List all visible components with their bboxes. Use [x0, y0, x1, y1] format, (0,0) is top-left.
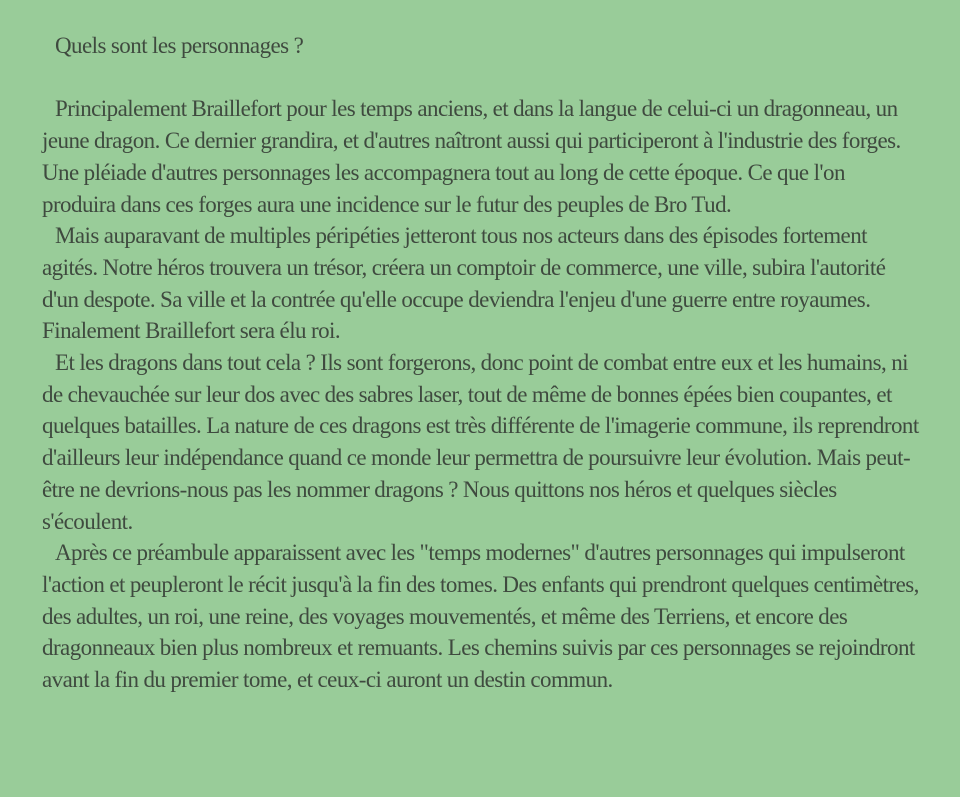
section-question: Quels sont les personnages ?: [55, 33, 304, 58]
paragraph-intro: Principalement Braillefort pour les temps anciens, et dans la langue de celui-ci un dragonneau, un jeune dragon. Ce dernier grandira, et d'autres naîtront aussi qui participeront à l'industrie des forges. Une pléiade d'autres personnages les accompagnera tout au long de cette époque. Ce que l'on produira dans ces forges aura une incidence sur le futur des peuples de Bro Tud.: [42, 96, 901, 217]
paragraph-dragons: Et les dragons dans tout cela ? Ils sont forgerons, donc point de combat entre eux et les humains, ni de chevauchée sur leur dos avec des sabres laser, tout de même de bonnes épées bien coupantes, et quelques batailles. La nature de ces dragons est très différente de l'imagerie commune, ils reprendront d'ailleurs leur indépendance quand ce monde leur permettra de poursuivre leur évolution. Mais peut-être ne devrions-nous pas les nommer dragons ? Nous quittons nos héros et quelques siècles s'écoulent.: [42, 350, 919, 534]
paragraph-modern-times: Après ce préambule apparaissent avec les "temps modernes" d'autres personnages qui impulseront l'action et peupleront le récit jusqu'à la fin des tomes. Des enfants qui prendront quelques centimètres, des adultes, un roi, une reine, des voyages mouvementés, et même des Terriens, et encore des dragonneaux bien plus nombreux et remuants. Les chemins suivis par ces personnages se rejoindront avant la fin du premier tome, et ceux-ci auront un destin commun.: [42, 540, 919, 693]
paragraph-adventures: Mais auparavant de multiples péripéties jetteront tous nos acteurs dans des épisodes fortement agités. Notre héros trouvera un trésor, créera un comptoir de commerce, une ville, subira l'autorité d'un despote. Sa ville et la contrée qu'elle occupe deviendra l'enjeu d'une guerre entre royaumes. Finalement Braillefort sera élu roi.: [42, 223, 886, 344]
blank-line: [42, 62, 922, 94]
